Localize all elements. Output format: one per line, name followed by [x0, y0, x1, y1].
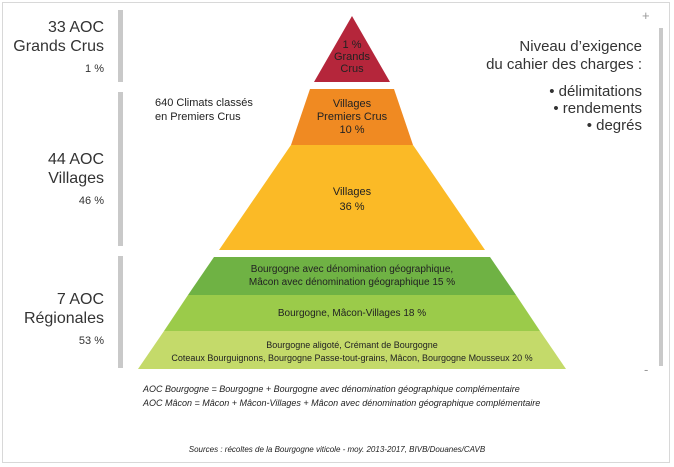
tier-aligote-label — [150, 339, 554, 365]
tier-line: Villages — [332, 98, 372, 110]
requirement-title-line: Niveau d’exigence — [519, 38, 642, 55]
requirement-title-line: du cahier des charges : — [486, 56, 642, 73]
tier-grands-crus-label — [322, 39, 382, 75]
climats-annotation — [155, 96, 253, 124]
tier-line: Grands — [333, 51, 371, 63]
requirement-item: • délimitations — [549, 83, 642, 100]
note-bourgogne: AOC Bourgogne = Bourgogne + Bourgogne avec dénomination géographique complémentaire — [143, 384, 520, 394]
note-macon: AOC Mâcon = Mâcon + Mâcon-Villages + Mâcon avec dénomination géographique complémentaire — [143, 398, 541, 408]
requirement-item: • rendements — [553, 100, 642, 117]
tier-line: 10 % — [339, 124, 365, 136]
group-percent: 1 % — [85, 63, 104, 75]
tier-line: Bourgogne avec dénomination géographique, — [250, 264, 454, 275]
tier-line: 36 % — [339, 201, 365, 213]
climats-line: en Premiers Crus — [155, 111, 241, 123]
group-count: 44 AOC — [47, 151, 104, 168]
requirement-scale-bar — [659, 28, 663, 366]
requirement-list — [478, 83, 642, 134]
tier-premiers-crus-label — [300, 98, 404, 137]
tier-line: Crus — [340, 63, 364, 75]
tier-line: Mâcon avec dénomination géographique 15 % — [248, 277, 456, 288]
tier-macon-villages-label — [200, 307, 504, 320]
group-name: Régionales — [23, 310, 104, 327]
tier-villages-label — [292, 185, 412, 215]
plus-icon: + — [642, 8, 650, 23]
tier-line: Coteaux Bourguignons, Bourgogne Passe-tout-grains, Mâcon, Bourgogne Mousseux 20 % — [171, 353, 533, 363]
requirement-title — [478, 38, 642, 74]
group-count: 7 AOC — [56, 291, 104, 308]
tier-line: Premiers Crus — [316, 111, 388, 123]
requirement-item: • degrés — [586, 117, 642, 134]
tier-line: Bourgogne aligoté, Crémant de Bourgogne — [266, 340, 438, 350]
group-percent: 46 % — [78, 195, 104, 207]
group-name: Villages — [48, 170, 104, 187]
minus-icon: - — [644, 362, 649, 377]
group-count: 33 AOC — [47, 19, 104, 36]
tier-line: Villages — [332, 186, 372, 198]
group-name: Grands Crus — [13, 38, 104, 55]
tier-bourgogne-geo-label — [214, 263, 490, 289]
tier-line: Bourgogne, Mâcon-Villages 18 % — [277, 308, 427, 319]
source-caption: Sources : récoltes de la Bourgogne viticole - moy. 2013-2017, BIVB/Douanes/CAVB — [188, 445, 486, 454]
tier-line: 1 % — [342, 39, 362, 51]
climats-line: 640 Climats classés — [155, 97, 253, 109]
group-percent: 53 % — [78, 335, 104, 347]
